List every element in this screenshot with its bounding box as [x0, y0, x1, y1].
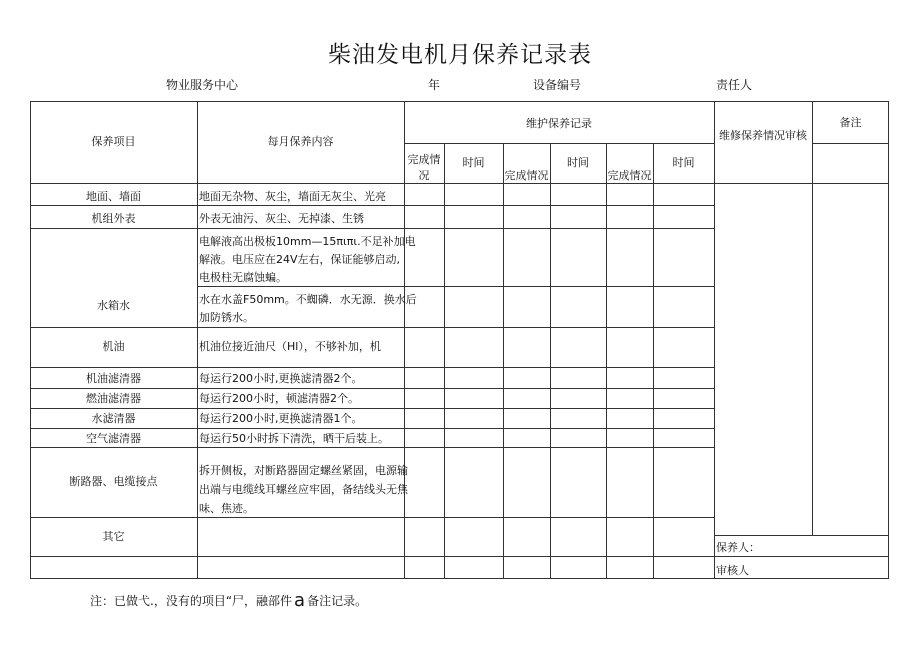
- header-status-1b: 况: [418, 169, 430, 182]
- row-item: 断路器、电缆接点: [69, 475, 158, 488]
- row-item: 燃油滤清器: [86, 392, 141, 405]
- year-label: 年: [428, 78, 441, 92]
- header-time-3: 时间: [672, 156, 695, 169]
- row-item: 水箱水: [97, 299, 130, 312]
- page-title: 柴油发电机月保养记录表: [328, 42, 592, 68]
- row-content: 电极柱无腐蚀蝙。: [199, 271, 287, 284]
- maintainer-label: 保养人：: [716, 541, 760, 554]
- row-content: 地面无杂物、灰尘，墙面无灰尘、光亮: [199, 190, 386, 203]
- row-item: 机油滤清器: [86, 372, 141, 385]
- responsible-label: 责任人: [716, 78, 753, 92]
- header-status-2: 完成情况: [504, 169, 549, 182]
- row-content: 解液。电压应在24V左右，保证能够启动,: [199, 253, 401, 266]
- row-content: 每运行200小时，顿滤清器2个。: [199, 392, 359, 405]
- header-record: 维护保养记录: [526, 117, 592, 130]
- row-content: 水在水盖F50mm。不蜘磷．水无源．换水后: [199, 293, 417, 306]
- row-item: 空气滤清器: [86, 432, 141, 445]
- header-time-2: 时间: [567, 156, 589, 169]
- row-item: 机油: [102, 340, 125, 353]
- row-content: 机油位接近油尺（Hl），不够补加，机: [199, 340, 381, 353]
- equipment-no-label: 设备编号: [533, 78, 582, 92]
- row-content: 出端与电缆线耳螺丝应牢固，备结线头无焦: [199, 483, 408, 496]
- footnote-text-1: 注：已做弋.，没有的项目“尸，融部件: [90, 594, 293, 608]
- row-item: 水滤清器: [91, 412, 136, 425]
- row-item: 地面、墙面: [86, 190, 141, 203]
- header-remark: 备注: [839, 116, 862, 129]
- header-status-3: 完成情况: [607, 169, 652, 182]
- header-item: 保养项目: [91, 135, 136, 148]
- footnote-text-2: 备注记录。: [307, 594, 368, 608]
- row-content: 拆开侧板，对断路器固定螺丝紧固，电源输: [199, 464, 408, 477]
- footnote: [90, 590, 367, 611]
- row-content: 每运行200小时,更换滤清器1个。: [199, 412, 363, 425]
- org-label: 物业服务中心: [166, 78, 239, 92]
- header-review: 维修保养情况审核: [719, 129, 807, 142]
- header-status-1a: 完成情: [407, 153, 441, 166]
- header-content: 每月保养内容: [267, 135, 334, 148]
- row-content: 每运行200小时,更换滤清器2个。: [199, 372, 363, 385]
- header-time-1: 时间: [462, 156, 485, 169]
- row-content: 味、焦迹。: [199, 502, 254, 515]
- row-content: 加防锈水。: [199, 311, 254, 324]
- reviewer-label: 审核人: [716, 564, 749, 577]
- footnote-big-letter: a: [294, 590, 306, 611]
- row-content: 电解液高出极板10mm—15πιπι.不足补加电: [199, 235, 416, 248]
- row-content: 外表无油污、灰尘、无掉漆、生锈: [199, 212, 364, 225]
- row-item: 机组外表: [91, 212, 136, 225]
- row-content: 每运行50小时拆下清洗，晒干后装上。: [199, 432, 389, 445]
- row-item: 其它: [102, 530, 125, 543]
